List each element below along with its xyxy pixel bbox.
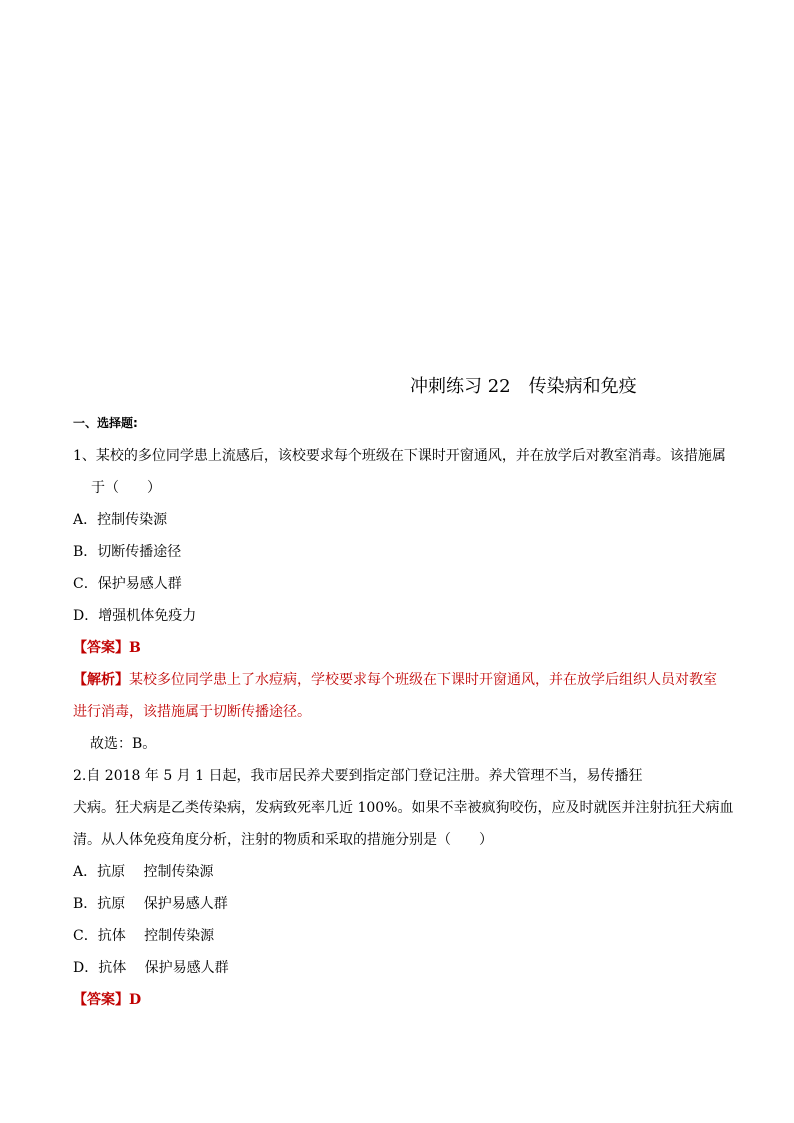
answer-tag: 【答案】 — [73, 640, 129, 656]
q1-answer — [73, 638, 141, 658]
answer-value: B — [129, 640, 141, 656]
q1-stem-line2: 于（ ） — [91, 480, 161, 496]
q1-choice: 故选：B。 — [90, 736, 157, 752]
section-heading: 一、选择题: — [73, 416, 138, 430]
q1-option-d: D．增强机体免疫力 — [73, 608, 197, 624]
q1-explanation-line2: 进行消毒，该措施属于切断传播途径。 — [73, 704, 311, 720]
q1-option-a: A．控制传染源 — [73, 512, 168, 528]
page-title: 冲刺练习 22 传染病和免疫 — [410, 376, 637, 397]
q2-stem-line2: 犬病。狂犬病是乙类传染病，发病致死率几近 100%。如果不幸被疯狗咬伤，应及时就医并注射抗狂犬病血 — [73, 800, 734, 816]
q1-explanation-line1 — [73, 670, 717, 690]
q2-stem-line3: 清。从人体免疫角度分析，注射的物质和采取的措施分别是（ ） — [73, 832, 493, 848]
q2-stem-line1: 2.自 2018 年 5 月 1 日起，我市居民养犬要到指定部门登记注册。养犬管理不当，易传播狂 — [73, 768, 643, 784]
answer-value: D — [129, 992, 142, 1008]
q2-option-b: B．抗原 保护易感人群 — [73, 896, 228, 912]
q2-option-a: A．抗原 控制传染源 — [73, 864, 214, 880]
q1-stem-line1: 1、某校的多位同学患上流感后，该校要求每个班级在下课时开窗通风，并在放学后对教室消毒。该措施属 — [73, 448, 726, 464]
q1-option-c: C．保护易感人群 — [73, 576, 182, 592]
q1-option-b: B．切断传播途径 — [73, 544, 182, 560]
q2-option-d: D．抗体 保护易感人群 — [73, 960, 229, 976]
explanation-tag: 【解析】 — [73, 672, 129, 688]
answer-tag: 【答案】 — [73, 992, 129, 1008]
explanation-text: 某校多位同学患上了水痘病，学校要求每个班级在下课时开窗通风，并在放学后组织人员对教室 — [129, 672, 717, 688]
q2-option-c: C．抗体 控制传染源 — [73, 928, 215, 944]
q2-answer — [73, 990, 141, 1010]
